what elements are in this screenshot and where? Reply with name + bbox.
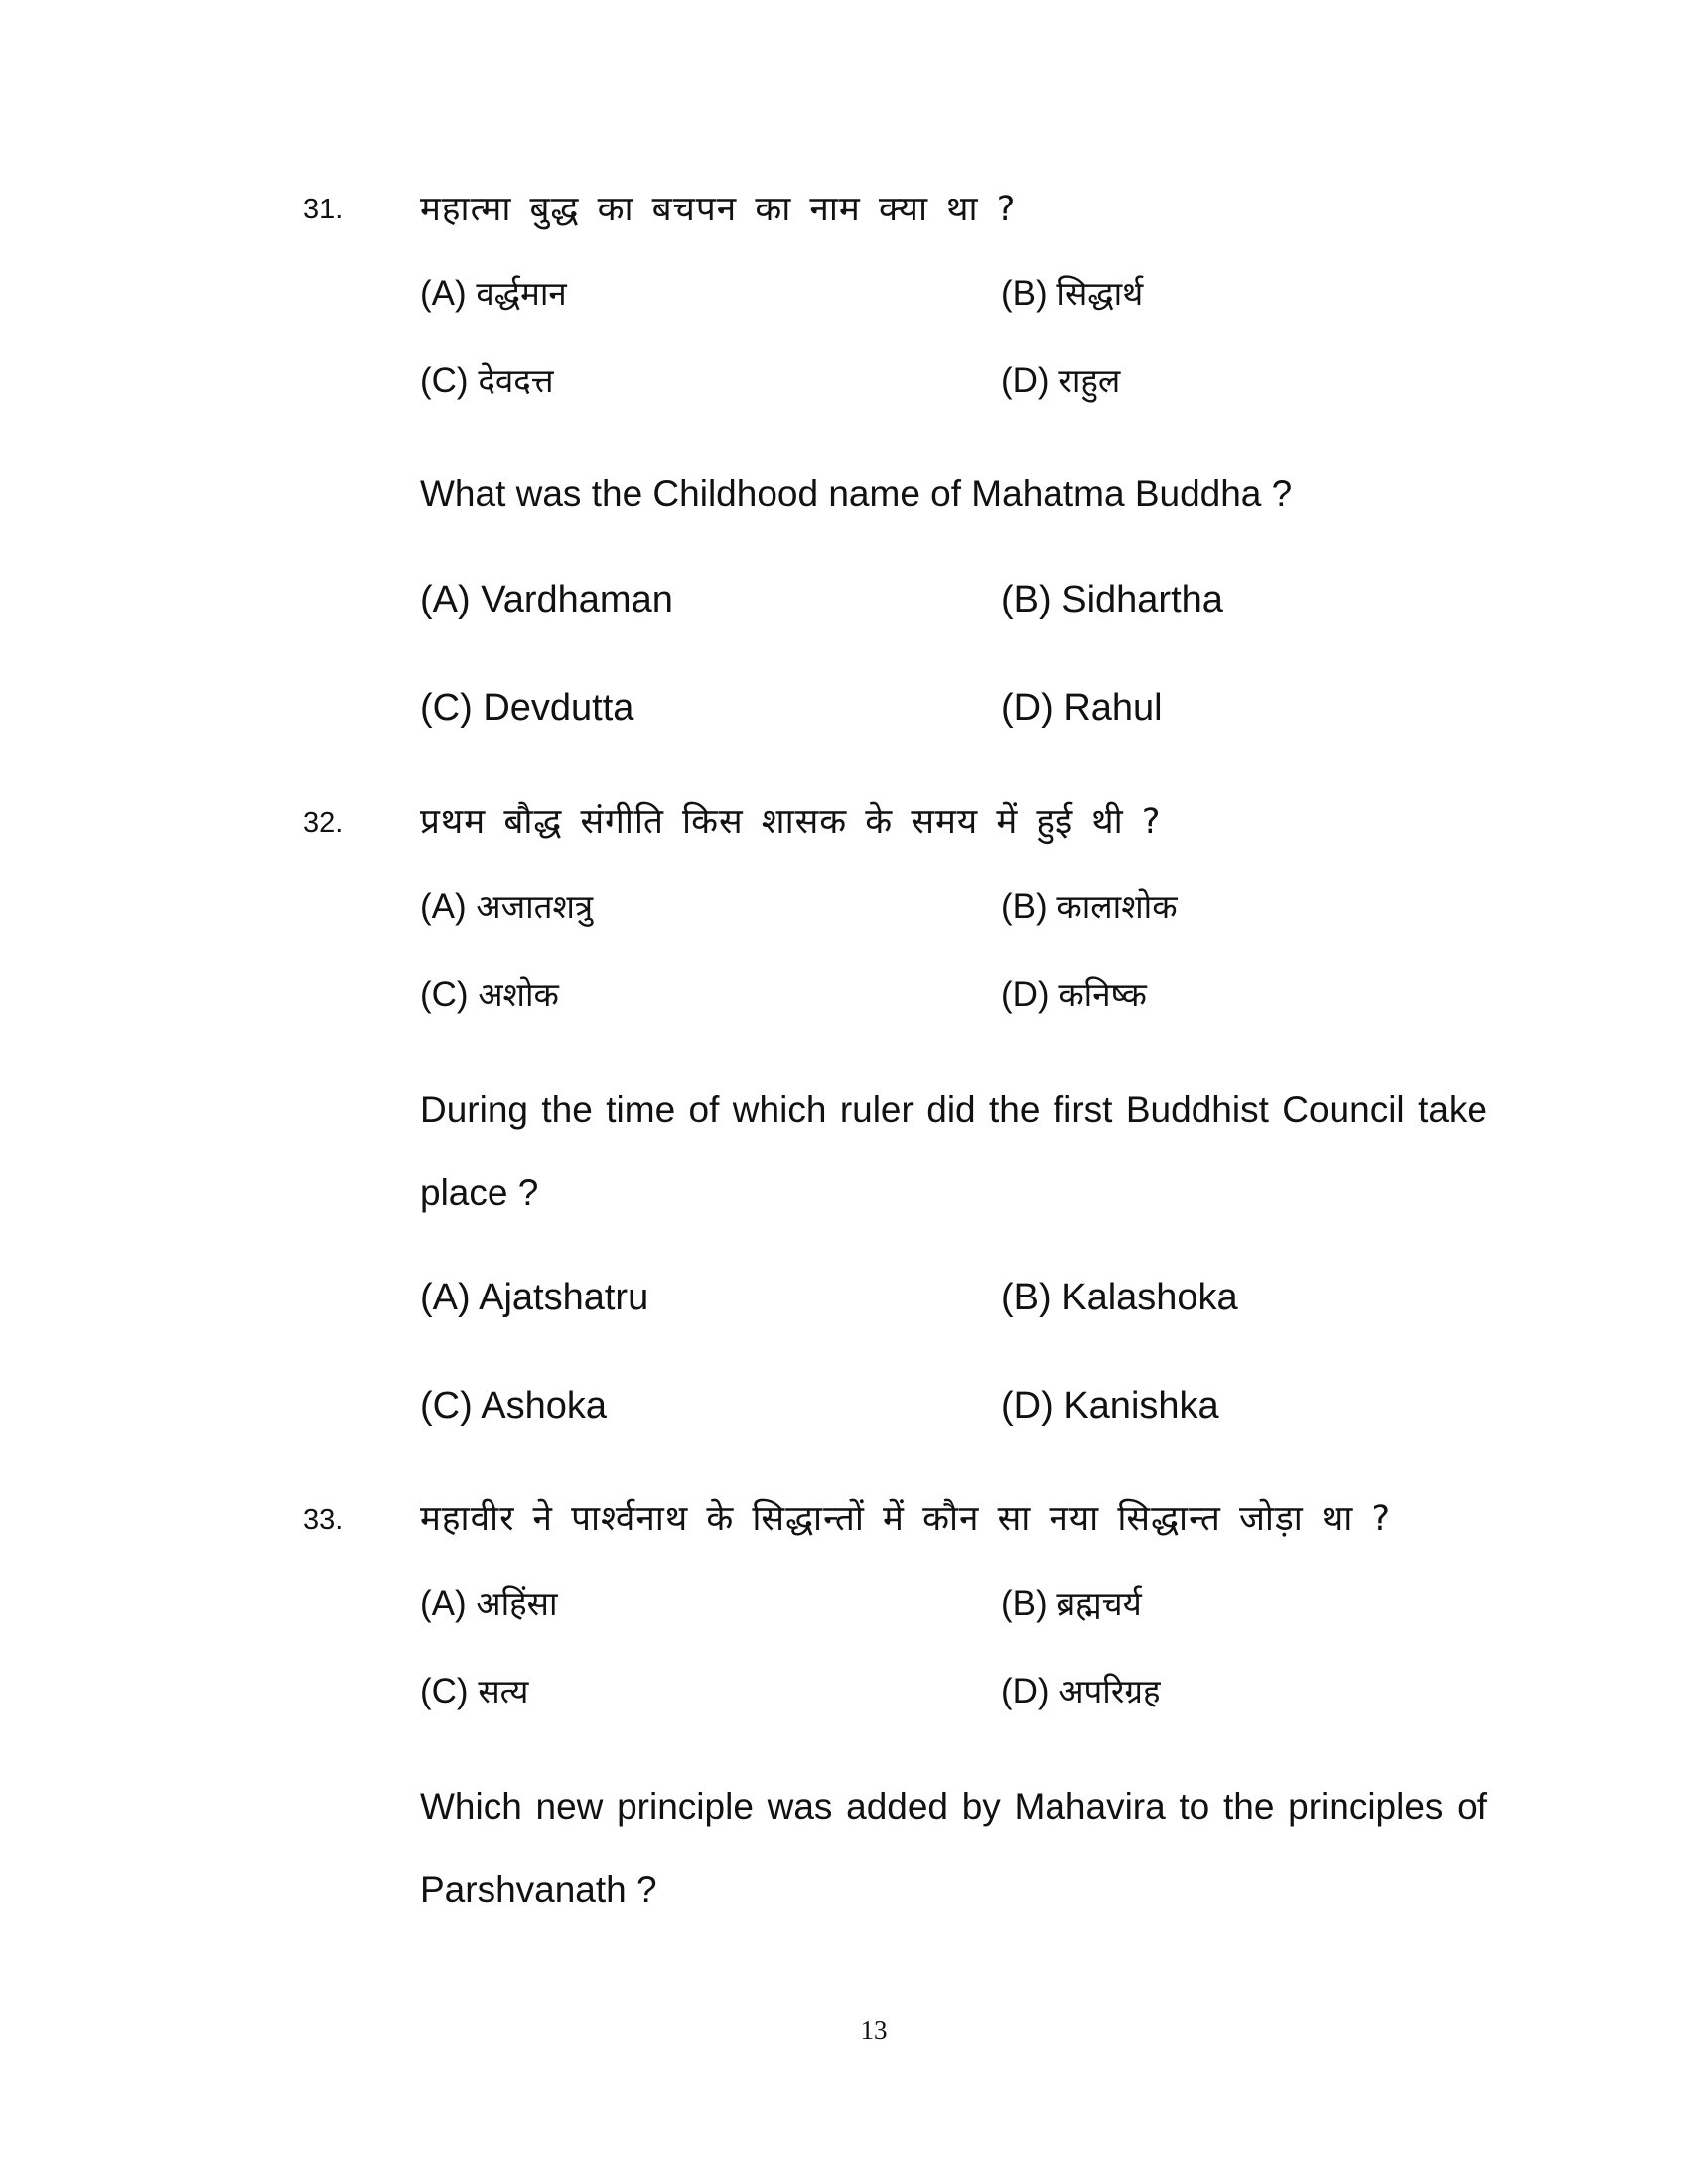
option-label: (B) [1001,1584,1048,1623]
option-text: Vardhaman [481,579,673,620]
option-label: (A) [420,887,467,926]
option-label: (A) [420,579,471,620]
english-question-text: What was the Childhood name of Mahatma Buddha ? [420,474,1293,514]
english-option-c [420,687,633,730]
hindi-option-b [1001,884,1178,928]
option-label: (B) [1001,1277,1052,1318]
option-label: (B) [1001,579,1052,620]
hindi-option-d [1001,971,1147,1016]
option-label: (D) [1001,1385,1054,1427]
option-text: राहुल [1058,361,1121,400]
hindi-option-c [420,1668,528,1712]
hindi-option-c [420,357,554,402]
option-label: (B) [1001,274,1048,313]
hindi-question-text: प्रथम बौद्ध संगीति किस शासक के समय में हुई थी ? [420,802,1162,842]
option-text: Kalashoka [1061,1277,1238,1318]
option-label: (C) [420,361,469,400]
option-label: (C) [420,975,469,1014]
option-text: देवदत्त [478,361,554,400]
option-text: अजातशत्रु [476,887,594,926]
english-option-d [1001,1385,1219,1428]
option-text: Sidhartha [1061,579,1223,620]
english-option-c [420,1385,607,1428]
question-number: 33. [303,1504,344,1536]
english-option-a [420,1277,648,1319]
option-label: (C) [420,687,473,729]
english-question-text: Which new principle was added by Mahavira to the principles of Parshvanath ? [420,1786,1487,1910]
option-label: (D) [1001,687,1054,729]
option-text: कनिष्क [1058,975,1147,1014]
option-text: Ajatshatru [479,1277,649,1318]
option-text: Kanishka [1063,1385,1219,1427]
option-text: कालाशोक [1056,887,1178,926]
question-number: 31. [303,194,344,225]
option-text: Rahul [1063,687,1163,729]
page-number: 13 [860,2015,888,2045]
hindi-question-text: महात्मा बुद्ध का बचपन का नाम क्या था ? [420,190,1017,229]
english-option-d [1001,687,1163,730]
hindi-option-c [420,971,559,1016]
option-label: (B) [1001,887,1048,926]
hindi-option-a [420,884,593,928]
hindi-question-text: महावीर ने पार्श्वनाथ के सिद्धान्तों में कौन सा नया सिद्धान्त जोड़ा था ? [420,1499,1392,1539]
english-option-a [420,579,673,621]
option-text: वर्द्धमान [476,274,567,313]
option-text: अपरिग्रह [1058,1672,1161,1710]
hindi-option-d [1001,1668,1160,1712]
option-label: (C) [420,1672,469,1710]
option-label: (D) [1001,1672,1050,1710]
hindi-option-b [1001,270,1143,315]
option-text: अहिंसा [476,1584,558,1623]
option-label: (D) [1001,975,1050,1014]
hindi-option-d [1001,357,1120,402]
option-text: सिद्धार्थ [1056,274,1144,313]
option-text: Devdutta [483,687,634,729]
option-label: (A) [420,1277,471,1318]
option-label: (A) [420,1584,467,1623]
option-text: Ashoka [481,1385,607,1427]
hindi-option-a [420,270,567,315]
option-text: सत्य [478,1672,529,1710]
option-label: (C) [420,1385,473,1427]
hindi-option-a [420,1580,558,1625]
option-text: ब्रह्मचर्य [1056,1584,1142,1623]
hindi-option-b [1001,1580,1142,1625]
english-option-b [1001,579,1223,621]
option-label: (A) [420,274,467,313]
question-number: 32. [303,807,344,839]
english-option-b [1001,1277,1238,1319]
english-question-text: During the time of which ruler did the first Buddhist Council take place ? [420,1089,1487,1213]
option-text: अशोक [478,975,559,1014]
option-label: (D) [1001,361,1050,400]
